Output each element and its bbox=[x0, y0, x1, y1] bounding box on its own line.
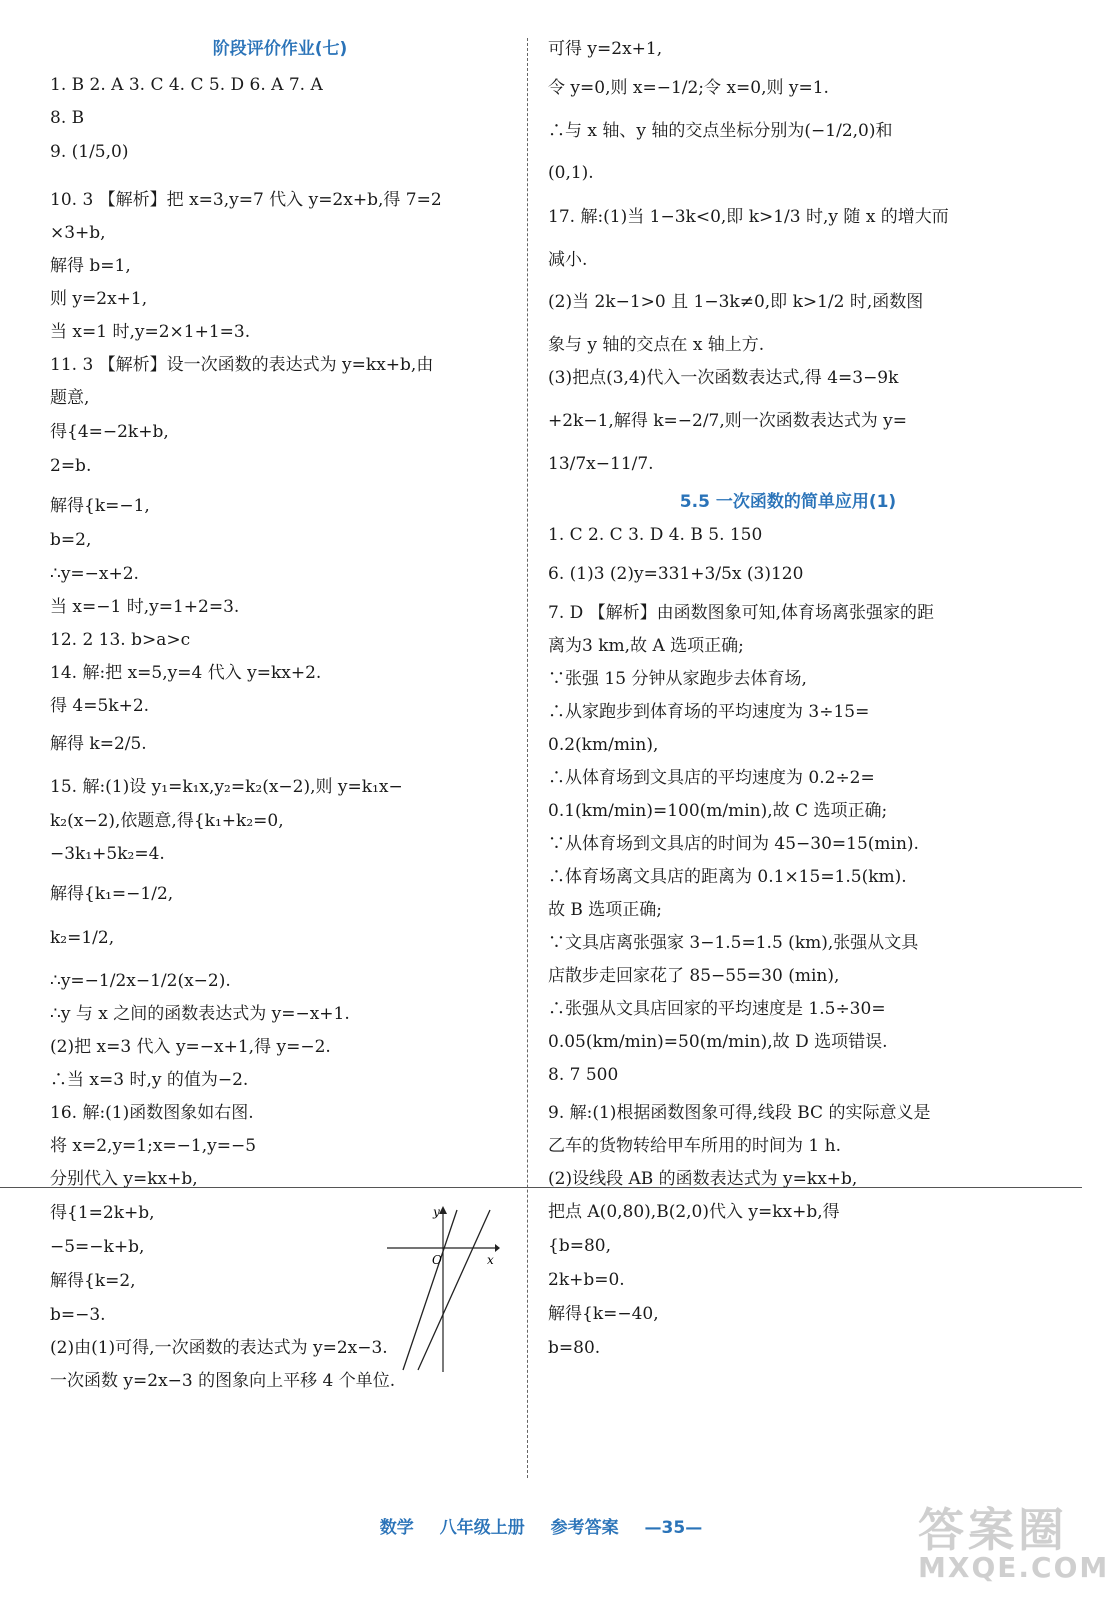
right-line: 13/7x−11/7. bbox=[548, 454, 654, 474]
left-line: k₂=1/2, bbox=[50, 928, 115, 948]
left-column bbox=[50, 38, 510, 1392]
right-line: ∴张强从文具店回家的平均速度是 1.5÷30= bbox=[548, 999, 886, 1019]
left-line: 分别代入 y=kx+b, bbox=[50, 1169, 198, 1189]
right-column bbox=[548, 38, 1028, 1359]
right-line: 2k+b=0. bbox=[548, 1270, 625, 1290]
right-line: 6. (1)3 (2)y=331+3/5x (3)120 bbox=[548, 564, 804, 584]
column-divider bbox=[527, 38, 528, 1478]
left-line: 8. B bbox=[50, 108, 85, 128]
left-line: ∴当 x=3 时,y 的值为−2. bbox=[50, 1070, 249, 1090]
right-line: 9. 解:(1)根据函数图象可得,线段 BC 的实际意义是 bbox=[548, 1103, 931, 1123]
left-line: 2=b. bbox=[50, 456, 92, 476]
left-line: ∴y 与 x 之间的函数表达式为 y=−x+1. bbox=[50, 1004, 350, 1024]
left-line: 9. (1/5,0) bbox=[50, 142, 129, 162]
left-line: 解得 b=1, bbox=[50, 256, 131, 276]
y-label: y bbox=[433, 1205, 440, 1219]
watermark-logo bbox=[918, 1503, 1109, 1597]
right-line: ∴从家跑步到体育场的平均速度为 3÷15= bbox=[548, 702, 870, 722]
right-line: 1. C 2. C 3. D 4. B 5. 150 bbox=[548, 525, 763, 545]
right-line: ∴体育场离文具店的距离为 0.1×15=1.5(km). bbox=[548, 867, 907, 887]
watermark-bottom: MXQE.COM bbox=[918, 1551, 1109, 1584]
left-line: 一次函数 y=2x−3 的图象向上平移 4 个单位. bbox=[50, 1371, 396, 1391]
left-line: −5=−k+b, bbox=[50, 1237, 145, 1257]
left-line: ∴y=−x+2. bbox=[50, 564, 139, 584]
origin-label: O bbox=[432, 1253, 442, 1267]
left-line: 题意, bbox=[50, 388, 90, 408]
left-line: 16. 解:(1)函数图象如右图. bbox=[50, 1103, 254, 1123]
right-line: 象与 y 轴的交点在 x 轴上方. bbox=[548, 335, 765, 355]
right-line: (0,1). bbox=[548, 163, 594, 183]
footer-section: 参考答案 bbox=[550, 1518, 619, 1538]
right-line: 减小. bbox=[548, 250, 588, 270]
right-line: 乙车的货物转给甲车所用的时间为 1 h. bbox=[548, 1136, 841, 1156]
left-line: 得{4=−2k+b, bbox=[50, 422, 169, 442]
left-line: b=2, bbox=[50, 530, 92, 550]
left-line: 解得{k=−1, bbox=[50, 496, 150, 516]
x-axis-arrow bbox=[495, 1244, 500, 1252]
left-line: 14. 解:把 x=5,y=4 代入 y=kx+2. bbox=[50, 663, 322, 683]
right-line: 8. 7 500 bbox=[548, 1065, 619, 1085]
left-line: 1. B 2. A 3. C 4. C 5. D 6. A 7. A bbox=[50, 75, 323, 95]
y-axis-arrow bbox=[439, 1206, 447, 1214]
left-line: 解得 k=2/5. bbox=[50, 734, 147, 754]
left-line: 当 x=1 时,y=2×1+1=3. bbox=[50, 322, 251, 342]
left-line: 则 y=2x+1, bbox=[50, 289, 148, 309]
right-line: 5.5 一次函数的简单应用(1) bbox=[679, 492, 897, 512]
right-line: 17. 解:(1)当 1−3k<0,即 k>1/3 时,y 随 x 的增大而 bbox=[548, 207, 949, 227]
left-line: 得{1=2k+b, bbox=[50, 1203, 155, 1223]
right-line: ∴与 x 轴、y 轴的交点坐标分别为(−1/2,0)和 bbox=[548, 121, 893, 141]
left-line: 解得{k₁=−1/2, bbox=[50, 884, 174, 904]
right-line: 7. D 【解析】由函数图象可知,体育场离张强家的距 bbox=[548, 603, 935, 623]
right-line: 令 y=0,则 x=−1/2;令 x=0,则 y=1. bbox=[548, 78, 829, 98]
right-line: 可得 y=2x+1, bbox=[548, 39, 663, 59]
left-line: 当 x=−1 时,y=1+2=3. bbox=[50, 597, 240, 617]
right-line: 0.1(km/min)=100(m/min),故 C 选项正确; bbox=[548, 801, 888, 821]
function-line bbox=[418, 1210, 490, 1370]
right-line: 解得{k=−40, bbox=[548, 1304, 659, 1324]
right-line: (2)设线段 AB 的函数表达式为 y=kx+b, bbox=[548, 1169, 858, 1189]
footer-page: —35— bbox=[644, 1518, 703, 1538]
right-line: 0.05(km/min)=50(m/min),故 D 选项错误. bbox=[548, 1032, 888, 1052]
watermark-top: 答案圈 bbox=[918, 1503, 1068, 1557]
right-line: +2k−1,解得 k=−2/7,则一次函数表达式为 y= bbox=[548, 411, 908, 431]
left-line: 得 4=5k+2. bbox=[50, 696, 150, 716]
left-line: 10. 3 【解析】把 x=3,y=7 代入 y=2x+b,得 7=2 bbox=[50, 190, 442, 210]
left-line: b=−3. bbox=[50, 1305, 106, 1325]
left-line: k₂(x−2),依题意,得{k₁+k₂=0, bbox=[50, 811, 284, 831]
right-line: 0.2(km/min), bbox=[548, 735, 659, 755]
right-line: {b=80, bbox=[548, 1236, 611, 1256]
right-line: ∴从体育场到文具店的平均速度为 0.2÷2= bbox=[548, 768, 875, 788]
right-line: 故 B 选项正确; bbox=[548, 900, 663, 920]
left-line: 解得{k=2, bbox=[50, 1271, 136, 1291]
right-line: 把点 A(0,80),B(2,0)代入 y=kx+b,得 bbox=[548, 1202, 840, 1222]
right-line: b=80. bbox=[548, 1338, 601, 1358]
right-line: ∵张强 15 分钟从家跑步去体育场, bbox=[548, 669, 807, 689]
left-line: 12. 2 13. b>a>c bbox=[50, 630, 191, 650]
left-line: ∴y=−1/2x−1/2(x−2). bbox=[50, 971, 231, 991]
x-label: x bbox=[487, 1253, 494, 1267]
right-line: ∵从体育场到文具店的时间为 45−30=15(min). bbox=[548, 834, 919, 854]
shifted-line bbox=[403, 1210, 457, 1370]
left-line: 将 x=2,y=1;x=−1,y=−5 bbox=[50, 1136, 257, 1156]
left-line: (2)由(1)可得,一次函数的表达式为 y=2x−3. bbox=[50, 1338, 388, 1358]
footer-subject: 数学 bbox=[379, 1518, 414, 1538]
right-line: (3)把点(3,4)代入一次函数表达式,得 4=3−9k bbox=[548, 368, 899, 388]
left-line: 11. 3 【解析】设一次函数的表达式为 y=kx+b,由 bbox=[50, 355, 434, 375]
right-line: 离为3 km,故 A 选项正确; bbox=[548, 636, 744, 656]
left-line: −3k₁+5k₂=4. bbox=[50, 844, 165, 864]
footer-grade: 八年级上册 bbox=[439, 1518, 525, 1538]
right-line: 店散步走回家花了 85−55=30 (min), bbox=[548, 966, 840, 986]
left-line: (2)把 x=3 代入 y=−x+1,得 y=−2. bbox=[50, 1037, 331, 1057]
linear-function-graph bbox=[385, 1204, 500, 1374]
left-line: 15. 解:(1)设 y₁=k₁x,y₂=k₂(x−2),则 y=k₁x− bbox=[50, 777, 403, 797]
right-line: ∵文具店离张强家 3−1.5=1.5 (km),张强从文具 bbox=[548, 933, 919, 953]
left-line: ×3+b, bbox=[50, 223, 106, 243]
right-line: (2)当 2k−1>0 且 1−3k≠0,即 k>1/2 时,函数图 bbox=[548, 292, 924, 312]
left-line: 阶段评价作业(七) bbox=[212, 39, 348, 59]
